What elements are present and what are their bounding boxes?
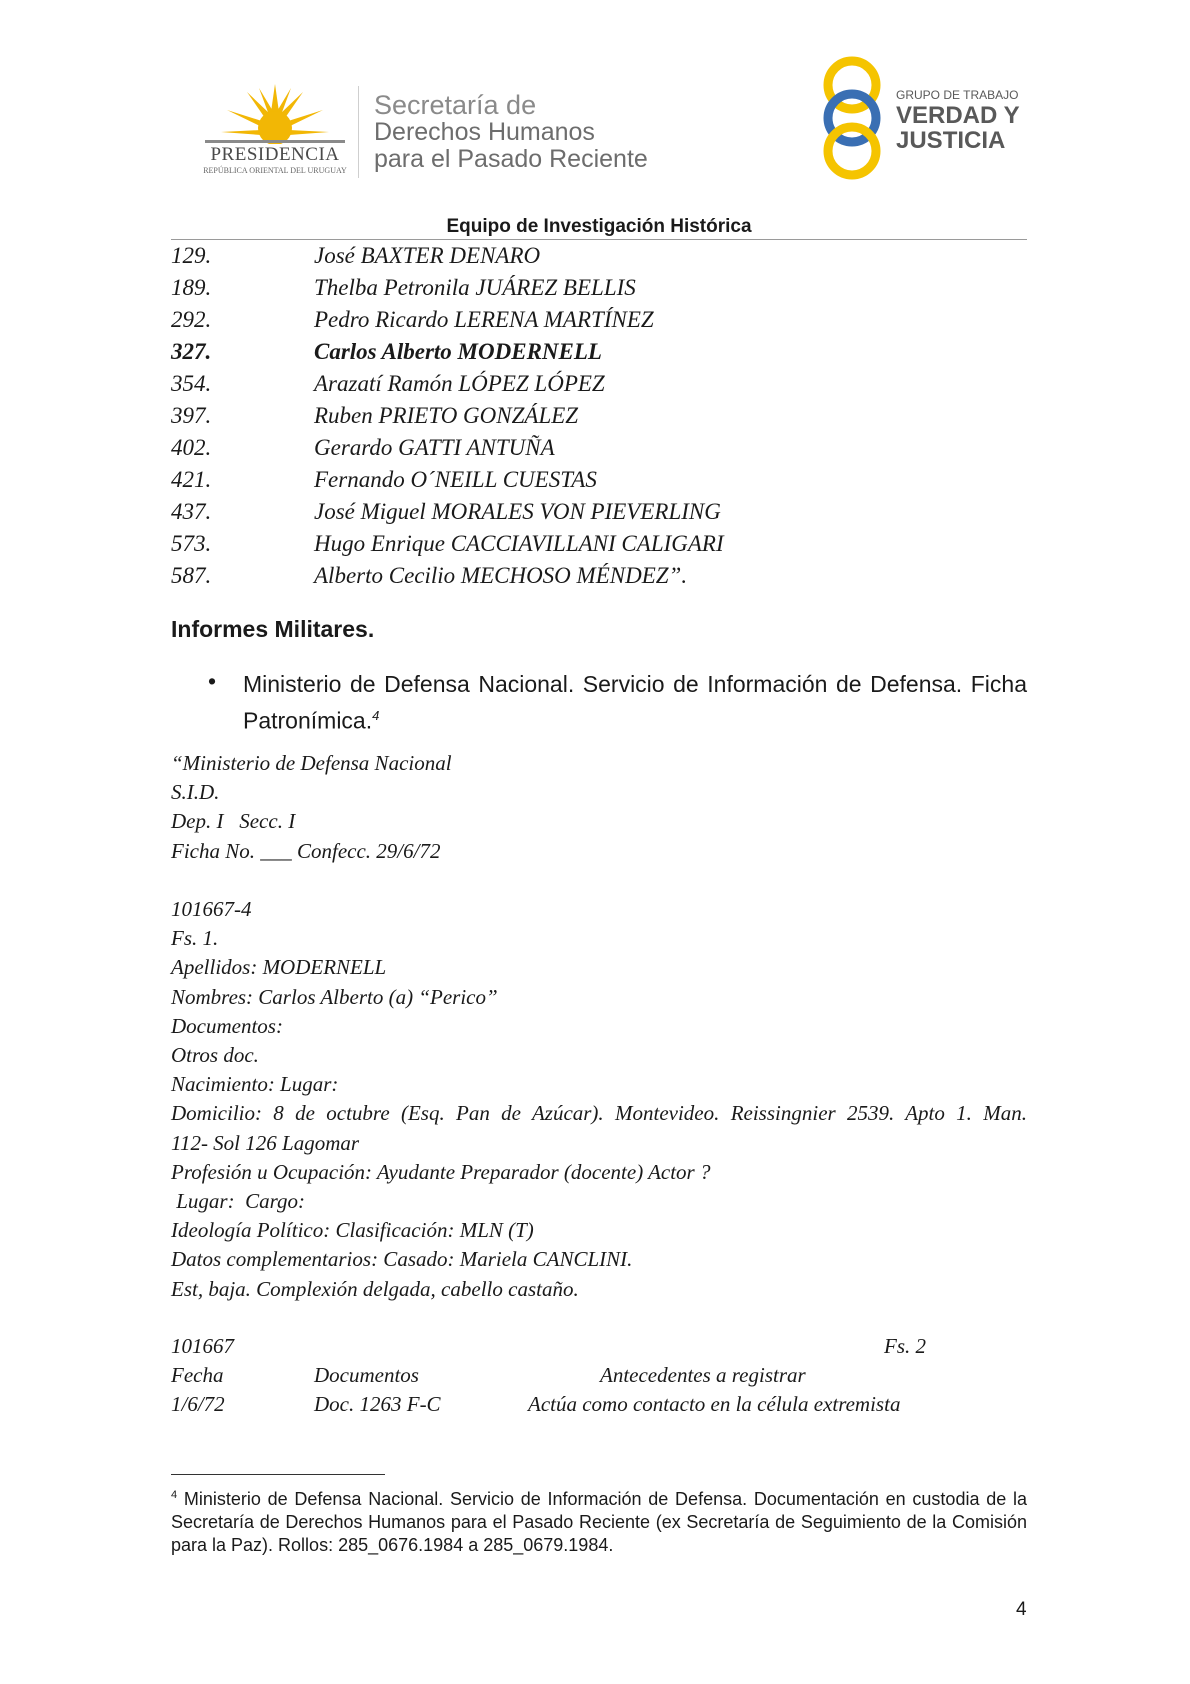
ficha-line: Ideología Político: Clasificación: MLN (T) [171, 1218, 534, 1243]
presidencia-label: PRESIDENCIA [210, 144, 340, 165]
bullet-icon: • [208, 668, 217, 694]
grupo-line-3: JUSTICIA [896, 127, 1006, 154]
list-item [171, 339, 602, 365]
list-item [171, 467, 597, 493]
list-item [171, 243, 540, 269]
list-item [171, 275, 636, 301]
table-header-antecedentes: Antecedentes a registrar [600, 1363, 806, 1387]
list-item-name: Arazatí Ramón LÓPEZ LÓPEZ [314, 371, 605, 396]
secretaria-logo-text [374, 92, 648, 173]
ficha-line: “Ministerio de Defensa Nacional [171, 751, 452, 775]
ficha-line: Profesión u Ocupación: Ayudante Preparador (docente) Actor ? [171, 1159, 711, 1184]
list-item-name: Fernando O´NEILL CUESTAS [314, 467, 597, 492]
ficha-line: Dep. I Secc. I [171, 809, 296, 834]
list-item-name: Pedro Ricardo LERENA MARTÍNEZ [314, 307, 654, 332]
ficha-line: Nombres: Carlos Alberto (a) “Perico” [171, 984, 498, 1009]
secretaria-line-3: para el Pasado Reciente [374, 145, 648, 173]
grupo-line-2: VERDAD Y [896, 102, 1020, 129]
list-item-name: José Miguel MORALES VON PIEVERLING [314, 499, 721, 524]
bullet-text: Ministerio de Defensa Nacional. Servicio de Información de Defensa. Ficha Patronímica. [243, 671, 1027, 734]
secretaria-line-1: Secretaría de [374, 90, 537, 120]
header-divider [358, 86, 359, 178]
list-item-name: Ruben PRIETO GONZÁLEZ [314, 403, 579, 428]
ficha-line: Nacimiento: Lugar: [171, 1072, 339, 1097]
list-item-number: 129. [171, 243, 212, 268]
table-cell-documento: Doc. 1263 F-C [314, 1392, 441, 1416]
presidencia-sublabel: REPÚBLICA ORIENTAL DEL URUGUAY [203, 166, 347, 175]
secretaria-line-2: Derechos Humanos [374, 118, 595, 146]
ficha-line: Documentos: [171, 1013, 283, 1038]
ficha-line: Datos complementarios: Casado: Mariela CANCLINI. [171, 1247, 633, 1272]
table-cell-antecedente: Actúa como contacto en la célula extremista [528, 1392, 901, 1416]
list-item-number: 327. [171, 339, 212, 364]
list-item-number: 402. [171, 435, 212, 460]
list-item [171, 403, 578, 429]
list-item-name: Alberto Cecilio MECHOSO MÉNDEZ”. [314, 563, 688, 588]
interlocking-rings-icon [820, 56, 884, 180]
footnote-ref: 4 [372, 708, 380, 723]
table-ref: 101667 [171, 1334, 234, 1358]
sun-emblem-icon [195, 82, 355, 144]
footnote-separator [171, 1474, 385, 1475]
list-item-name: Thelba Petronila JUÁREZ BELLIS [314, 275, 636, 300]
section-heading: Informes Militares. [171, 616, 375, 642]
list-item-name: Carlos Alberto MODERNELL [314, 339, 602, 364]
table-header-documentos: Documentos [314, 1363, 419, 1387]
ficha-line: Ficha No. ___ Confecc. 29/6/72 [171, 838, 441, 863]
list-item-number: 573. [171, 531, 212, 556]
ficha-header [171, 749, 1027, 866]
page-number: 4 [1016, 1599, 1027, 1620]
list-item [171, 531, 724, 557]
list-item-name: Hugo Enrique CACCIAVILLANI CALIGARI [314, 531, 724, 556]
list-item-name: José BAXTER DENARO [314, 243, 541, 268]
ficha-body [171, 895, 1027, 1304]
presidencia-logo [195, 82, 355, 177]
list-item [171, 307, 654, 333]
list-item-name: Gerardo GATTI ANTUÑA [314, 435, 555, 460]
table-cell-fecha: 1/6/72 [171, 1392, 225, 1416]
ficha-line: Otros doc. [171, 1043, 259, 1068]
list-item-number: 354. [171, 371, 212, 396]
list-item-number: 421. [171, 467, 212, 492]
team-title: Equipo de Investigación Histórica [171, 216, 1027, 240]
domicilio-line-cont: 112- Sol 126 Lagomar [171, 1130, 360, 1155]
ficha-line: 101667-4 [171, 897, 252, 921]
table-page: Fs. 2 [884, 1334, 926, 1358]
list-item [171, 371, 605, 397]
list-item [171, 499, 721, 525]
list-item-number: 292. [171, 307, 212, 332]
ficha-line: Lugar: Cargo: [171, 1189, 305, 1214]
grupo-line-1: GRUPO DE TRABAJO [896, 88, 1019, 102]
list-item-number: 397. [171, 403, 212, 428]
ficha-line: S.I.D. [171, 780, 220, 805]
footnote [171, 1484, 1027, 1557]
domicilio-line: Domicilio: 8 de octubre (Esq. Pan de Azúcar). Montevideo. Reissingnier 2539. Apto 1. Man. [171, 1101, 1027, 1126]
verdad-justicia-logo [820, 56, 1030, 180]
list-item-number: 437. [171, 499, 212, 524]
footnote-text: Ministerio de Defensa Nacional. Servicio de Información de Defensa. Documentación en custodia de la Secretaría de Derechos Humanos para el Pasado Reciente (ex Secretaría de Seguimiento de la Comisión para la Paz). Rollos: 285_0676.1984 a 285_0679.1984. [171, 1489, 1027, 1555]
list-item-number: 189. [171, 275, 212, 300]
list-item [171, 435, 555, 461]
list-item-number: 587. [171, 563, 212, 588]
list-item [171, 563, 687, 589]
footnote-number: 4 [171, 1489, 178, 1501]
ficha-line: Est, baja. Complexión delgada, cabello castaño. [171, 1276, 579, 1301]
ficha-line: Apellidos: MODERNELL [171, 955, 387, 980]
bullet-item [243, 668, 1027, 737]
ficha-line: Fs. 1. [171, 926, 219, 951]
table-header-fecha: Fecha [171, 1363, 224, 1387]
